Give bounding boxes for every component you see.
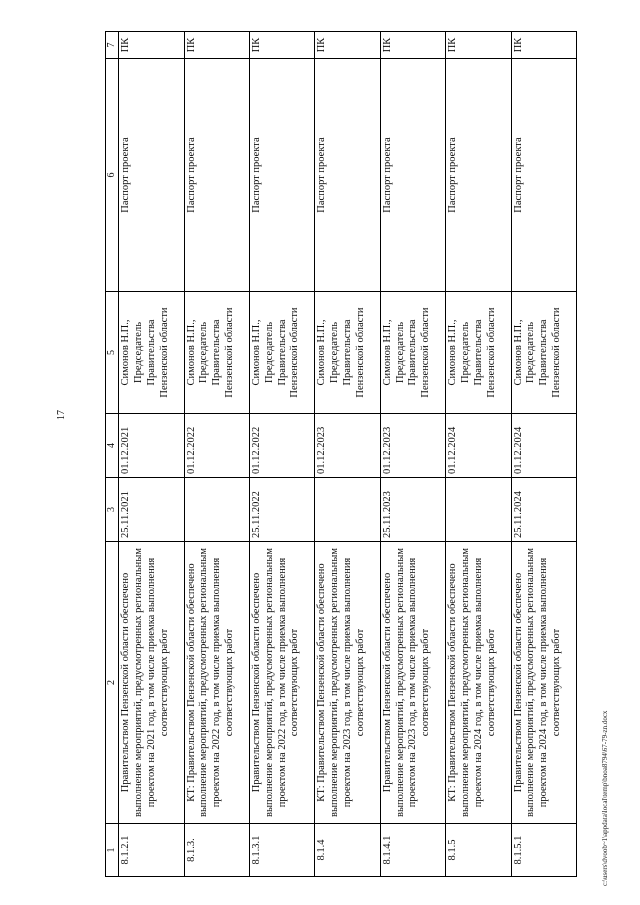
- row-end-date: 01.12.2024: [446, 414, 511, 478]
- row-end-date: 01.12.2022: [249, 414, 314, 478]
- row-description: КТ: Правительством Пензенской области обеспечено выполнение мероприятий, предусмотренных региональным проектом на 2023 год, в том числе приемка выполнения соответствующих работ: [315, 542, 380, 824]
- row-responsible: Симонов Н.П., Председатель Правительства Пензенской области: [380, 292, 445, 414]
- row-start-date: 25.11.2022: [249, 478, 314, 542]
- header-cell-1: 1: [106, 824, 119, 877]
- row-start-date: 25.11.2023: [380, 478, 445, 542]
- row-responsible: Симонов Н.П., Председатель Правительства Пензенской области: [511, 292, 576, 414]
- header-cell-7: 7: [106, 32, 119, 59]
- row-description: КТ: Правительством Пензенской области обеспечено выполнение мероприятий, предусмотренных региональным проектом на 2022 год, в том числе приемка выполнения соответствующих работ: [184, 542, 249, 824]
- table-row: [119, 32, 184, 877]
- row-description: Правительством Пензенской области обеспечено выполнение мероприятий, предусмотренных региональным проектом на 2024 год, в том числе приемка выполнения соответствующих работ: [511, 542, 576, 824]
- row-end-date: 01.12.2023: [315, 414, 380, 478]
- row-responsible: Симонов Н.П., Председатель Правительства Пензенской области: [446, 292, 511, 414]
- page-number: 17: [56, 410, 67, 420]
- row-start-date: [446, 478, 511, 542]
- row-start-date: [315, 478, 380, 542]
- header-cell-5: 5: [106, 292, 119, 414]
- row-level: ПК: [119, 32, 184, 59]
- row-number: 8.1.3.1: [249, 824, 314, 877]
- row-number: 8.1.4: [315, 824, 380, 877]
- row-level: ПК: [380, 32, 445, 59]
- row-document: Паспорт проекта: [119, 59, 184, 292]
- row-number: 8.1.5: [446, 824, 511, 877]
- row-number: 8.1.2.1: [119, 824, 184, 877]
- row-number: 8.1.4.1: [380, 824, 445, 877]
- row-document: Паспорт проекта: [380, 59, 445, 292]
- row-end-date: 01.12.2024: [511, 414, 576, 478]
- header-cell-6: 6: [106, 59, 119, 292]
- row-document: Паспорт проекта: [511, 59, 576, 292]
- schedule-table: [105, 31, 577, 877]
- row-level: ПК: [511, 32, 576, 59]
- row-end-date: 01.12.2021: [119, 414, 184, 478]
- row-start-date: [184, 478, 249, 542]
- row-level: ПК: [315, 32, 380, 59]
- row-end-date: 01.12.2022: [184, 414, 249, 478]
- row-document: Паспорт проекта: [315, 59, 380, 292]
- row-start-date: 25.11.2021: [119, 478, 184, 542]
- row-responsible: Симонов Н.П., Председатель Правительства Пензенской области: [315, 292, 380, 414]
- row-description: Правительством Пензенской области обеспечено выполнение мероприятий, предусмотренных региональным проектом на 2022 год, в том числе приемка выполнения соответствующих работ: [249, 542, 314, 824]
- table-row: [184, 32, 249, 877]
- table-row: [249, 32, 314, 877]
- row-number: 8.1.3.: [184, 824, 249, 877]
- row-level: ПК: [446, 32, 511, 59]
- row-responsible: Симонов Н.П., Председатель Правительства Пензенской области: [249, 292, 314, 414]
- rotated-table-container: [105, 32, 577, 877]
- header-cell-3: 3: [106, 478, 119, 542]
- row-description: Правительством Пензенской области обеспечено выполнение мероприятий, предусмотренных региональным проектом на 2021 год, в том числе приемка выполнения соответствующих работ: [119, 542, 184, 824]
- header-cell-4: 4: [106, 414, 119, 478]
- row-responsible: Симонов Н.П., Председатель Правительства Пензенской области: [119, 292, 184, 414]
- row-description: КТ: Правительством Пензенской области обеспечено выполнение мероприятий, предусмотренных региональным проектом на 2024 год, в том числе приемка выполнения соответствующих работ: [446, 542, 511, 824]
- row-description: Правительством Пензенской области обеспечено выполнение мероприятий, предусмотренных региональным проектом на 2023 год, в том числе приемка выполнения соответствующих работ: [380, 542, 445, 824]
- row-document: Паспорт проекта: [249, 59, 314, 292]
- table-row: [380, 32, 445, 877]
- table-row: [511, 32, 576, 877]
- row-responsible: Симонов Н.П., Председатель Правительства Пензенской области: [184, 292, 249, 414]
- row-level: ПК: [249, 32, 314, 59]
- row-document: Паспорт проекта: [184, 59, 249, 292]
- row-document: Паспорт проекта: [446, 59, 511, 292]
- table-row: [446, 32, 511, 877]
- row-level: ПК: [184, 32, 249, 59]
- row-start-date: 25.11.2024: [511, 478, 576, 542]
- header-row: [106, 32, 119, 877]
- footer-file-path: c:\users\dvoob~1\appdata\local\temp\bnoa8794\67-79-zn.docx: [601, 710, 609, 886]
- header-cell-2: 2: [106, 542, 119, 824]
- row-number: 8.1.5.1: [511, 824, 576, 877]
- row-end-date: 01.12.2023: [380, 414, 445, 478]
- table-row: [315, 32, 380, 877]
